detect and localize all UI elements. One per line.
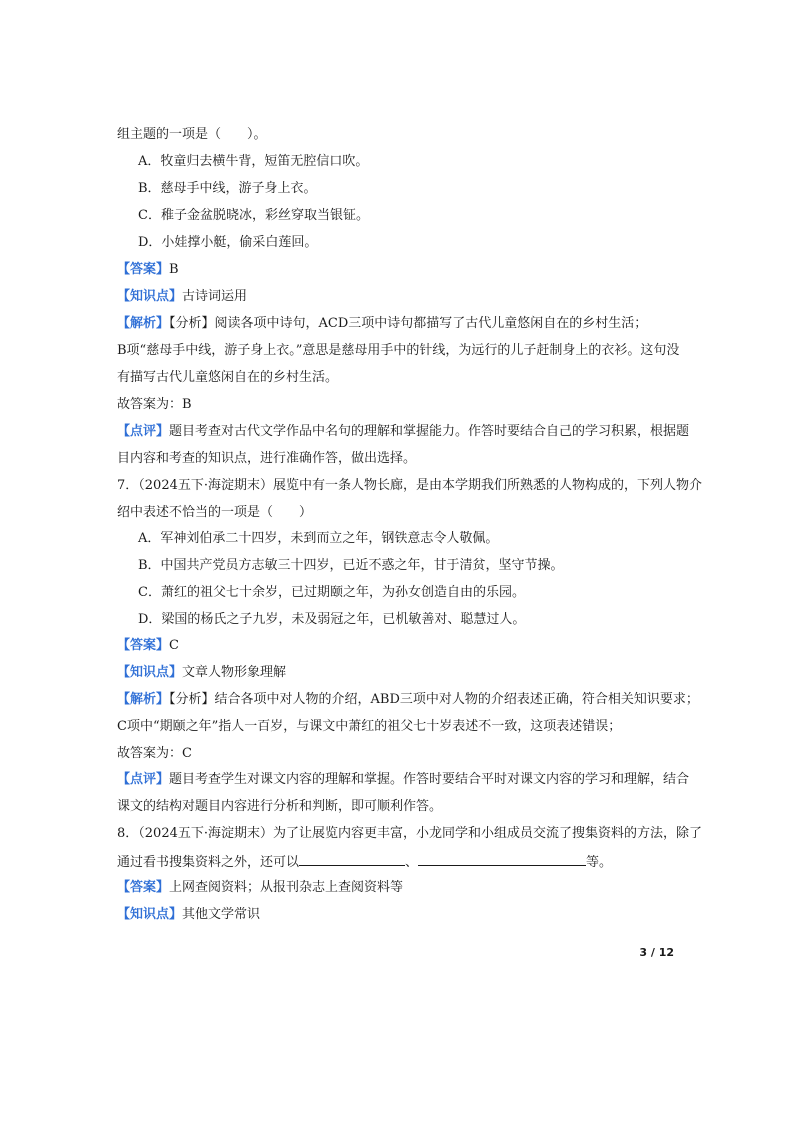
q6-knowledge-row: [117, 287, 677, 307]
q6-analysis-line3: 有描写古代儿童悠闲自在的乡村生活。: [117, 370, 339, 385]
comment-tag: 【点评】: [117, 772, 170, 787]
q8-stem-line2: [117, 851, 677, 873]
q6-comment-row: [117, 422, 690, 442]
q7-stem-line2: 绍中表述不恰当的一项是（ ）: [117, 505, 313, 520]
q6-knowledge: 古诗词运用: [182, 289, 248, 304]
q6-analysis-line2: B项“慈母手中线，游子身上衣。”意思是慈母用手中的针线，为远行的儿子赶制身上的衣衫。这句没: [117, 343, 680, 358]
q6-stem-tail: 组主题的一项是（ ）。: [117, 127, 267, 142]
q8-stem-suffix: 等。: [586, 855, 613, 870]
q6-final-answer: 故答案为：B: [117, 397, 192, 412]
answer-blank-1[interactable]: [299, 851, 405, 866]
q8-stem-separator: 、: [405, 855, 419, 870]
q8-stem-line1: 8．（2024五下·海淀期末）为了让展览内容更丰富，小龙同学和小组成员交流了搜集资料的方法，除了: [117, 826, 702, 841]
q8-answer-row: [117, 878, 677, 898]
comment-tag: 【点评】: [117, 424, 170, 439]
analysis-tag: 【解析】: [117, 692, 170, 707]
q6-analysis-row: [117, 314, 677, 334]
q8-stem-prefix: 通过看书搜集资料之外，还可以: [117, 855, 300, 870]
answer-tag: 【答案】: [117, 638, 170, 653]
q7-comment-line1: 题目考查学生对课文内容的理解和掌握。作答时要结合平时对课文内容的学习和理解，结合: [169, 772, 690, 787]
q6-answer: B: [169, 262, 179, 277]
q7-analysis-line2: C项中“期颐之年”指人一百岁，与课文中萧红的祖父七十岁表述不一致，这项表述错误；: [117, 719, 622, 734]
q6-option-a: A．牧童归去横牛背，短笛无腔信口吹。: [138, 154, 369, 169]
knowledge-tag: 【知识点】: [117, 665, 183, 680]
q7-option-d: D．梁国的杨氏之子九岁，未及弱冠之年，已机敏善对、聪慧过人。: [138, 612, 526, 627]
q7-option-b: B．中国共产党员方志敏三十四岁，已近不惑之年，甘于清贫，坚守节操。: [138, 558, 564, 573]
q7-comment-line2: 课文的结构对题目内容进行分析和判断，即可顺利作答。: [117, 799, 443, 814]
q7-stem-line1: 7．（2024五下·海淀期末）展览中有一条人物长廊，是由本学期我们所熟悉的人物构成的，下列人物介: [117, 478, 702, 493]
q7-answer: C: [169, 638, 179, 653]
q7-analysis-line1: 【分析】结合各项中对人物的介绍，ABD三项中对人物的介绍表述正确，符合相关知识要求；: [169, 692, 699, 707]
q7-analysis-row: [117, 690, 699, 710]
q6-analysis-line1: 【分析】阅读各项中诗句，ACD三项中诗句都描写了古代儿童悠闲自在的乡村生活；: [169, 316, 648, 331]
q6-comment-line2: 目内容和考查的知识点，进行准确作答，做出选择。: [117, 451, 417, 466]
q7-knowledge: 文章人物形象理解: [182, 665, 287, 680]
q7-option-c: C．萧红的祖父七十余岁，已过期颐之年，为孙女创造自由的乐园。: [138, 585, 525, 600]
answer-blank-2[interactable]: [418, 851, 586, 866]
q8-knowledge-row: [117, 905, 677, 925]
answer-tag: 【答案】: [117, 262, 170, 277]
q8-answer: 上网查阅资料；从报刊杂志上查阅资料等: [169, 880, 404, 895]
analysis-tag: 【解析】: [117, 316, 170, 331]
q7-final-answer: 故答案为：C: [117, 746, 192, 761]
q7-option-a: A．军神刘伯承二十四岁，未到而立之年，钢铁意志令人敬佩。: [138, 531, 499, 546]
page-number: 3 / 12: [639, 946, 674, 959]
answer-tag: 【答案】: [117, 880, 170, 895]
knowledge-tag: 【知识点】: [117, 289, 183, 304]
q6-option-d: D．小娃撑小艇，偷采白莲回。: [138, 235, 318, 250]
q6-answer-row: [117, 260, 677, 280]
q6-comment-line1: 题目考查对古代文学作品中名句的理解和掌握能力。作答时要结合自己的学习积累，根据题: [169, 424, 690, 439]
knowledge-tag: 【知识点】: [117, 907, 183, 922]
q7-knowledge-row: [117, 663, 677, 683]
q6-option-c: C．稚子金盆脱晓冰，彩丝穿取当银钲。: [138, 208, 369, 223]
q7-answer-row: [117, 636, 677, 656]
q6-option-b: B．慈母手中线，游子身上衣。: [138, 181, 317, 196]
q7-comment-row: [117, 770, 690, 790]
q8-knowledge: 其他文学常识: [182, 907, 261, 922]
